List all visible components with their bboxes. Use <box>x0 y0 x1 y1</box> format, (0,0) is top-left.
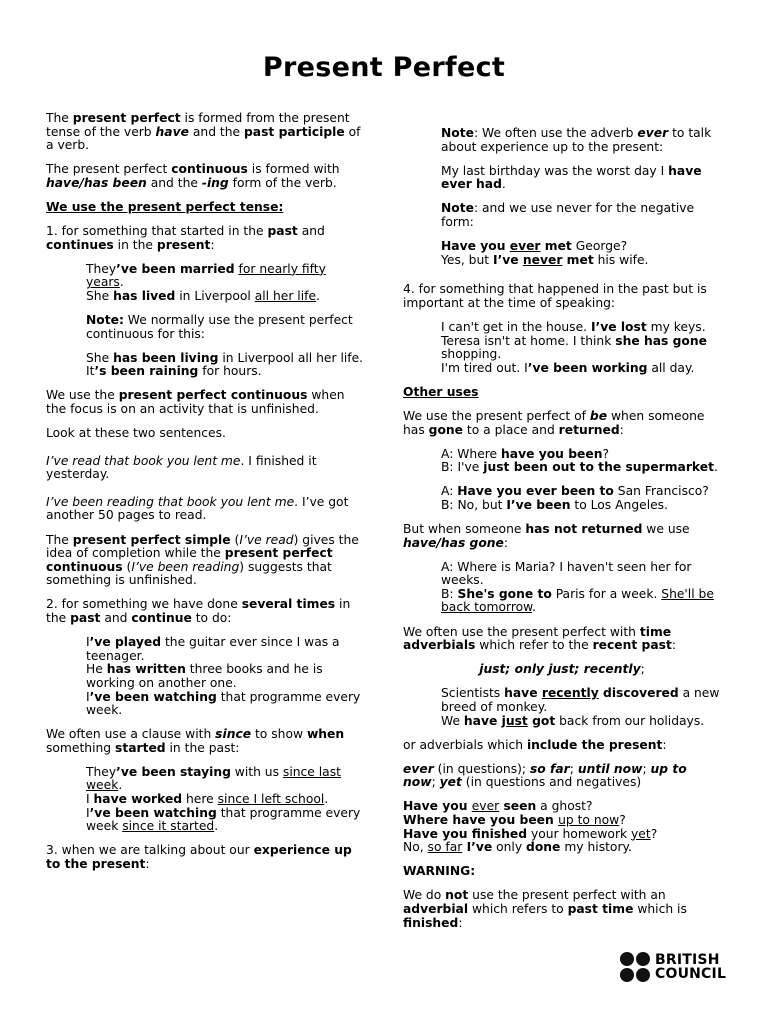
paragraph: We use the present perfect continuous when the focus is on an activity that is unfinished. <box>46 388 345 416</box>
left-column <box>46 112 364 882</box>
example-block: They’ve been married for nearly fifty years. She has lived in Liverpool all her life. <box>86 261 326 303</box>
logo-dots-icon <box>620 952 650 982</box>
rule-4: 4. for something that happened in the past but is important at the time of speaking: <box>403 282 707 310</box>
paragraph: or adverbials which include the present: <box>403 737 667 752</box>
warning-heading: WARNING: <box>403 864 476 879</box>
paragraph: The present perfect continuous is formed with have/has been and the -ing form of the verb. <box>46 162 340 190</box>
paragraph: We often use a clause with since to show when something started in the past: <box>46 727 345 755</box>
rule-3: 3. when we are talking about our experience up to the present: <box>46 843 352 871</box>
example-block: Have you ever seen a ghost? Where have you been up to now? Have you finished your homework yet? No, so far I’ve only done my history. <box>403 799 658 855</box>
note: Note: We normally use the present perfect continuous for this: <box>86 313 353 341</box>
paragraph: We do not use the present perfect with an adverbial which refers to past time which is finished: <box>403 888 687 930</box>
example-block: She has been living in Liverpool all her life. It’s been raining for hours. <box>86 350 364 379</box>
dialogue: A: Where have you been? B: I've just been out to the supermarket. <box>441 446 718 475</box>
paragraph: I’ve been reading that book you lent me. I’ve got another 50 pages to read. <box>46 494 349 523</box>
adverb-list: just; only just; recently; <box>479 662 645 677</box>
section-heading: We use the present perfect tense: <box>46 199 284 214</box>
paragraph: I’ve read that book you lent me. I finished it yesterday. <box>46 453 317 482</box>
example-block: Scientists have recently discovered a new breed of monkey. We have just got back from our holidays. <box>441 686 720 728</box>
rule-2: 2. for something we have done several times in the past and continue to do: <box>46 597 351 626</box>
paragraph: The present perfect is formed from the present tense of the verb have and the past participle of a verb. <box>46 111 361 153</box>
british-council-logo <box>620 952 726 982</box>
dialogue: A: Have you ever been to San Francisco? B: No, but I’ve been to Los Angeles. <box>441 484 709 512</box>
example-block: My last birthday was the worst day I have ever had. <box>441 163 702 192</box>
rule-1: 1. for something that started in the past and continues in the present: <box>46 224 325 252</box>
dialogue: A: Where is Maria? I haven't seen her for weeks. B: She's gone to Paris for a week. She'll be back tomorrow. <box>441 559 714 615</box>
paragraph: The present perfect simple (I’ve read) gives the idea of completion while the present perfect continuous (I’ve been reading) suggests that something is unfinished. <box>46 532 359 588</box>
logo-wordmark: BRITISH COUNCIL <box>655 952 727 982</box>
paragraph: We often use the present perfect with time adverbials which refer to the recent past: <box>403 624 676 653</box>
example-block: I’ve played the guitar ever since I was a teenager. He has written three books and he is working on another one. I’ve been watching that programme every week. <box>86 635 361 718</box>
adverb-list: ever (in questions); so far; until now; up to now; yet (in questions and negatives) <box>403 761 687 790</box>
note: Note: We often use the adverb ever to talk about experience up to the present: <box>441 126 712 154</box>
note: Note: and we use never for the negative form: <box>441 201 695 229</box>
example-block: I can't get in the house. I’ve lost my keys. Teresa isn't at home. I think she has gone shopping. I'm tired out. I’ve been working all day. <box>441 319 707 375</box>
example-block: Have you ever met George? Yes, but I’ve never met his wife. <box>441 239 649 267</box>
page-title: Present Perfect <box>262 52 506 83</box>
right-column <box>403 127 721 941</box>
example-block: They’ve been staying with us since last week. I have worked here since I left school. I’ve been watching that programme every week since it started. <box>86 764 361 834</box>
paragraph: Look at these two sentences. <box>46 426 226 441</box>
paragraph: We use the present perfect of be when someone has gone to a place and returned: <box>403 408 705 437</box>
paragraph: But when someone has not returned we use have/has gone: <box>403 521 690 550</box>
section-heading: Other uses <box>403 384 479 399</box>
